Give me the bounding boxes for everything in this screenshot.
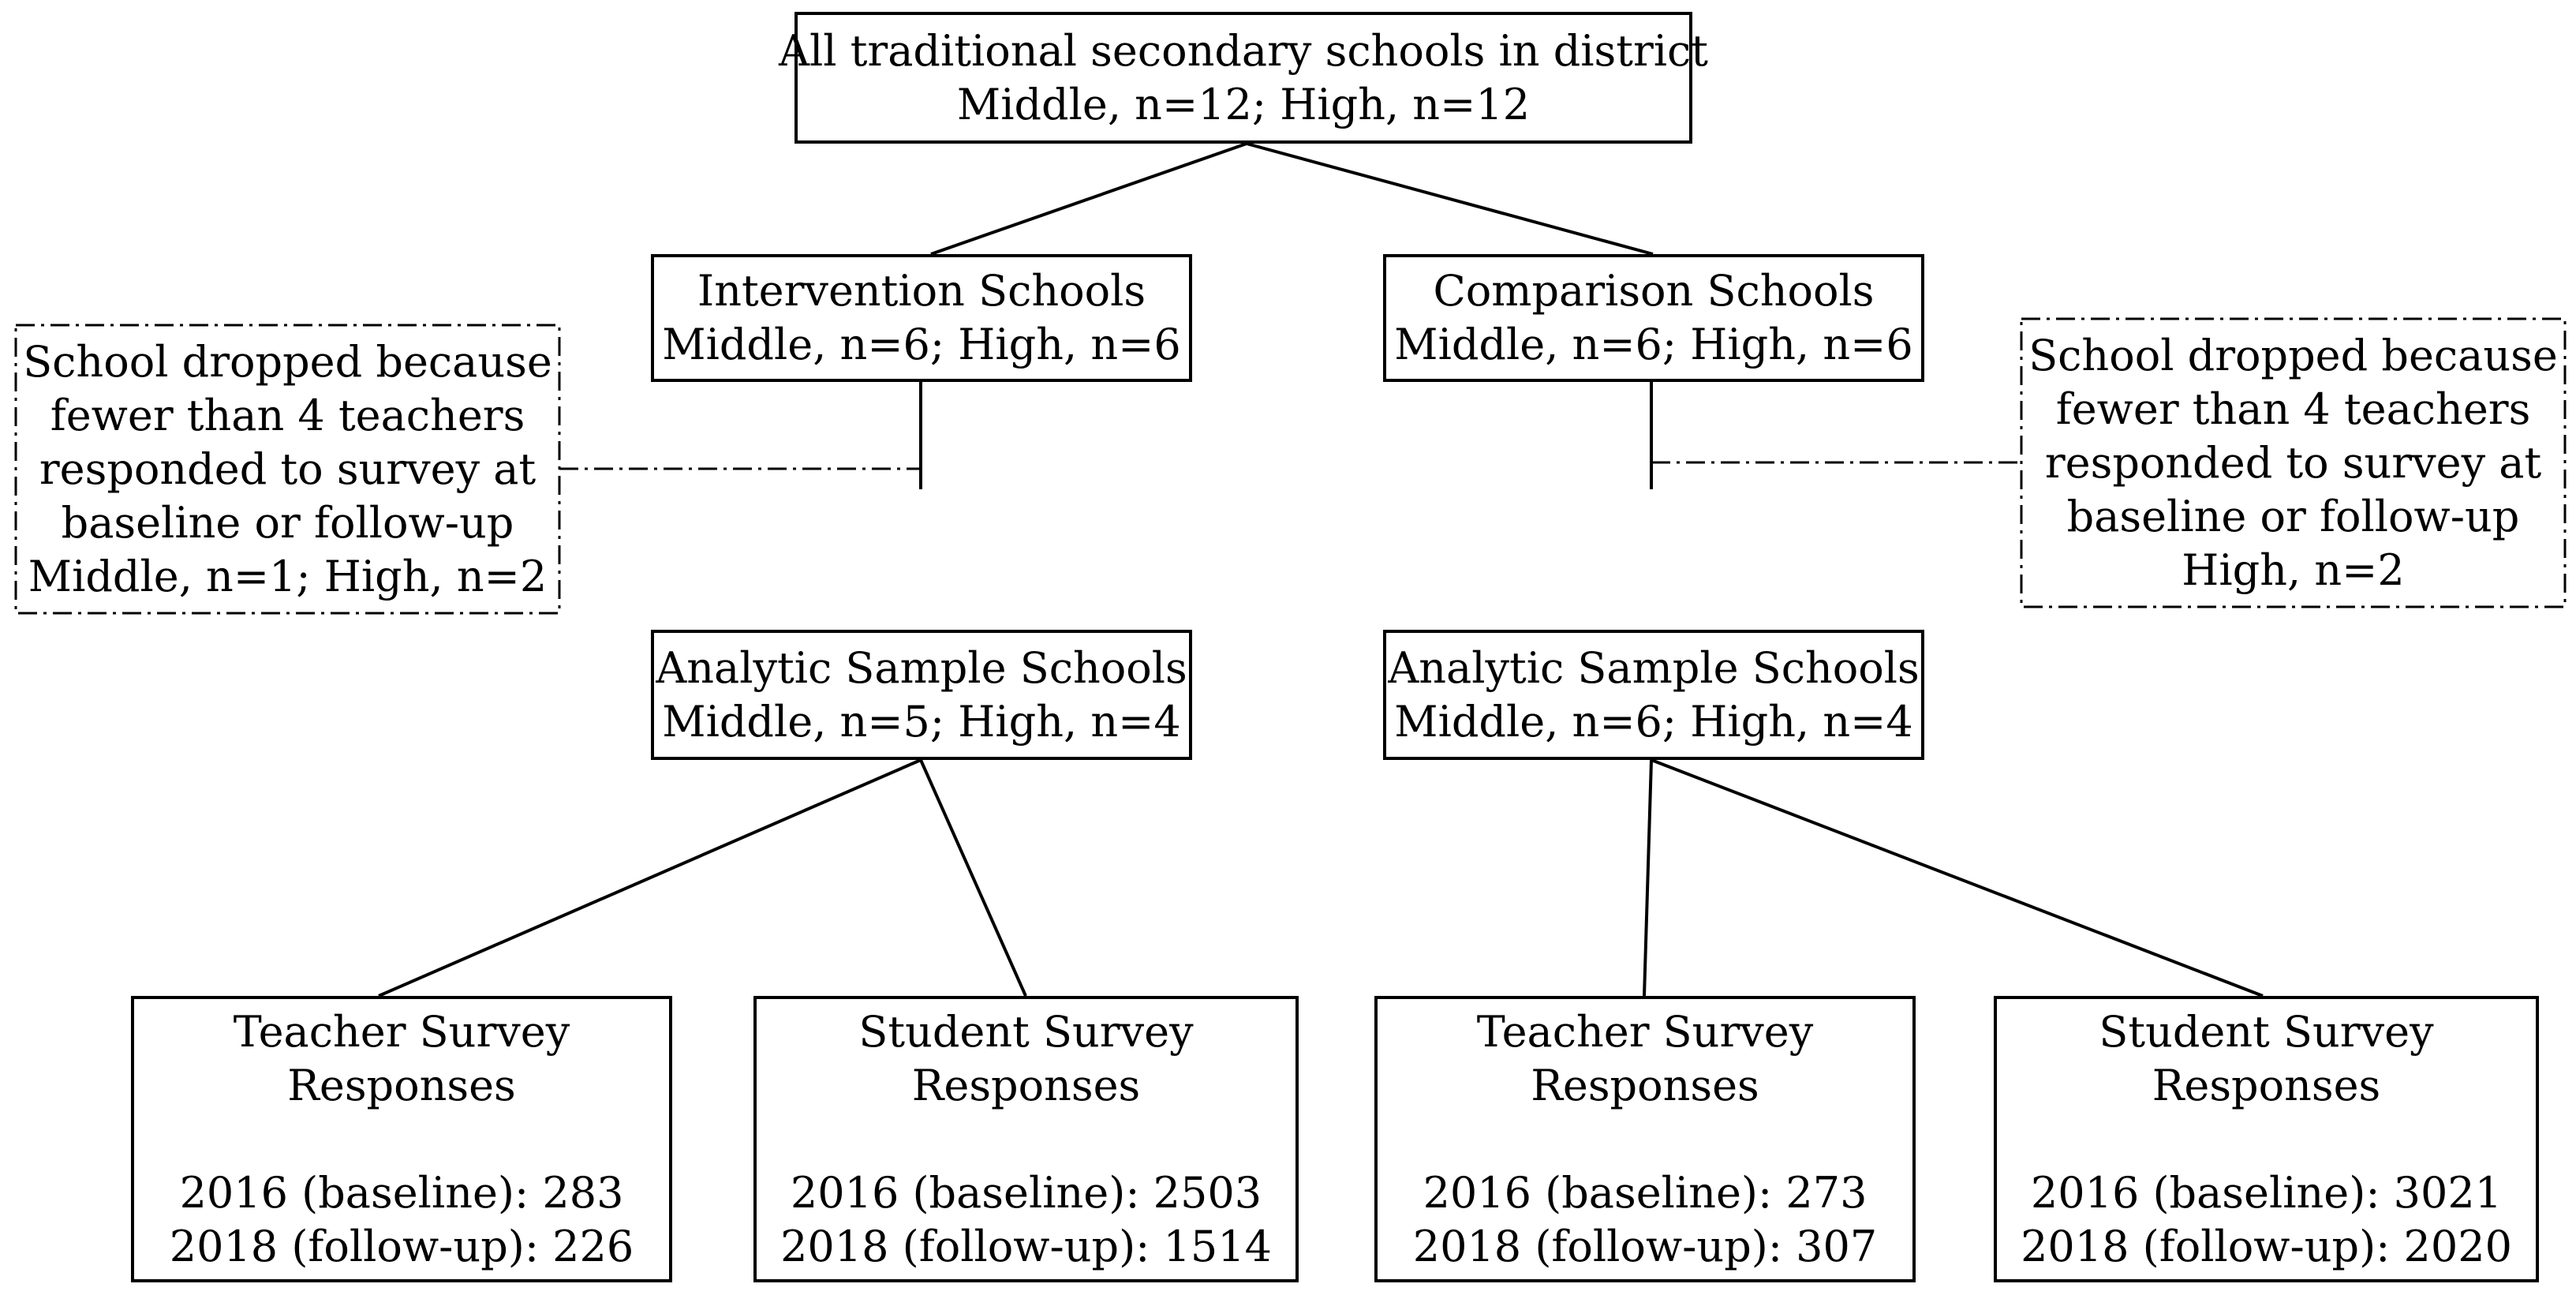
dropped-left-line3: responded to survey at: [39, 444, 537, 494]
teacher-left-baseline: 2016 (baseline): 283: [179, 1167, 624, 1218]
dropped-right-counts: High, n=2: [2182, 545, 2405, 595]
connector-analytic-right-to-teacher: [1644, 760, 1651, 996]
dropped-right-line4: baseline or follow-up: [2066, 491, 2520, 541]
teacher-left-node: [131, 996, 672, 1282]
student-left-baseline: 2016 (baseline): 2503: [790, 1167, 1262, 1218]
teacher-right-baseline: 2016 (baseline): 273: [1423, 1167, 1868, 1218]
teacher-left-followup: 2018 (follow-up): 226: [169, 1221, 634, 1271]
teacher-left-title: Teacher Survey: [233, 1006, 570, 1057]
teacher-right-subtitle: Responses: [1531, 1060, 1759, 1110]
student-right-subtitle: Responses: [2152, 1060, 2381, 1110]
analytic-left-title: Analytic Sample Schools: [656, 642, 1187, 693]
dropped-left-node: [16, 325, 559, 613]
teacher-right-followup: 2018 (follow-up): 307: [1412, 1221, 1878, 1271]
dropped-right-line2: fewer than 4 teachers: [2055, 384, 2531, 434]
dropped-left-line4: baseline or follow-up: [61, 497, 514, 548]
dropped-left-line2: fewer than 4 teachers: [50, 390, 525, 440]
student-left-title: Student Survey: [858, 1006, 1194, 1057]
student-left-followup: 2018 (follow-up): 1514: [780, 1221, 1272, 1271]
dropped-left-counts: Middle, n=1; High, n=2: [28, 551, 548, 601]
student-right-followup: 2018 (follow-up): 2020: [2021, 1221, 2512, 1271]
teacher-right-node: [1374, 996, 1916, 1282]
top-node: [779, 12, 1708, 144]
analytic-right-counts: Middle, n=6; High, n=4: [1394, 696, 1913, 747]
comparison-title: Comparison Schools: [1433, 266, 1875, 316]
connector-analytic-right-to-student: [1651, 760, 2263, 996]
student-left-node: [753, 996, 1299, 1282]
intervention-title: Intervention Schools: [697, 266, 1146, 316]
connector-analytic-left-to-student: [921, 760, 1026, 996]
top-node-title: All traditional secondary schools in district: [779, 25, 1708, 76]
dropped-right-line1: School dropped because: [2028, 330, 2558, 380]
intervention-node: [651, 254, 1192, 382]
analytic-right: [1383, 630, 1924, 760]
dropped-left-line1: School dropped because: [23, 336, 552, 387]
student-left-subtitle: Responses: [911, 1060, 1141, 1110]
dropped-right-line3: responded to survey at: [2044, 437, 2542, 488]
analytic-left-counts: Middle, n=5; High, n=4: [662, 696, 1181, 747]
teacher-left-subtitle: Responses: [287, 1060, 516, 1110]
analytic-left: [651, 630, 1192, 760]
connector-analytic-left-to-teacher: [379, 760, 921, 996]
intervention-counts: Middle, n=6; High, n=6: [662, 320, 1181, 369]
top-node-counts: Middle, n=12; High, n=12: [956, 79, 1531, 129]
analytic-right-title: Analytic Sample Schools: [1388, 642, 1920, 693]
dropped-right-node: [2021, 319, 2565, 607]
connector-top-to-intervention: [931, 144, 1247, 254]
student-right-node: [1994, 996, 2539, 1282]
student-right-baseline: 2016 (baseline): 3021: [2030, 1167, 2503, 1218]
comparison-node: [1383, 254, 1924, 382]
connector-top-to-comparison: [1247, 144, 1653, 254]
teacher-right-title: Teacher Survey: [1476, 1006, 1814, 1057]
student-right-title: Student Survey: [2099, 1006, 2434, 1057]
comparison-counts: Middle, n=6; High, n=6: [1394, 320, 1913, 369]
